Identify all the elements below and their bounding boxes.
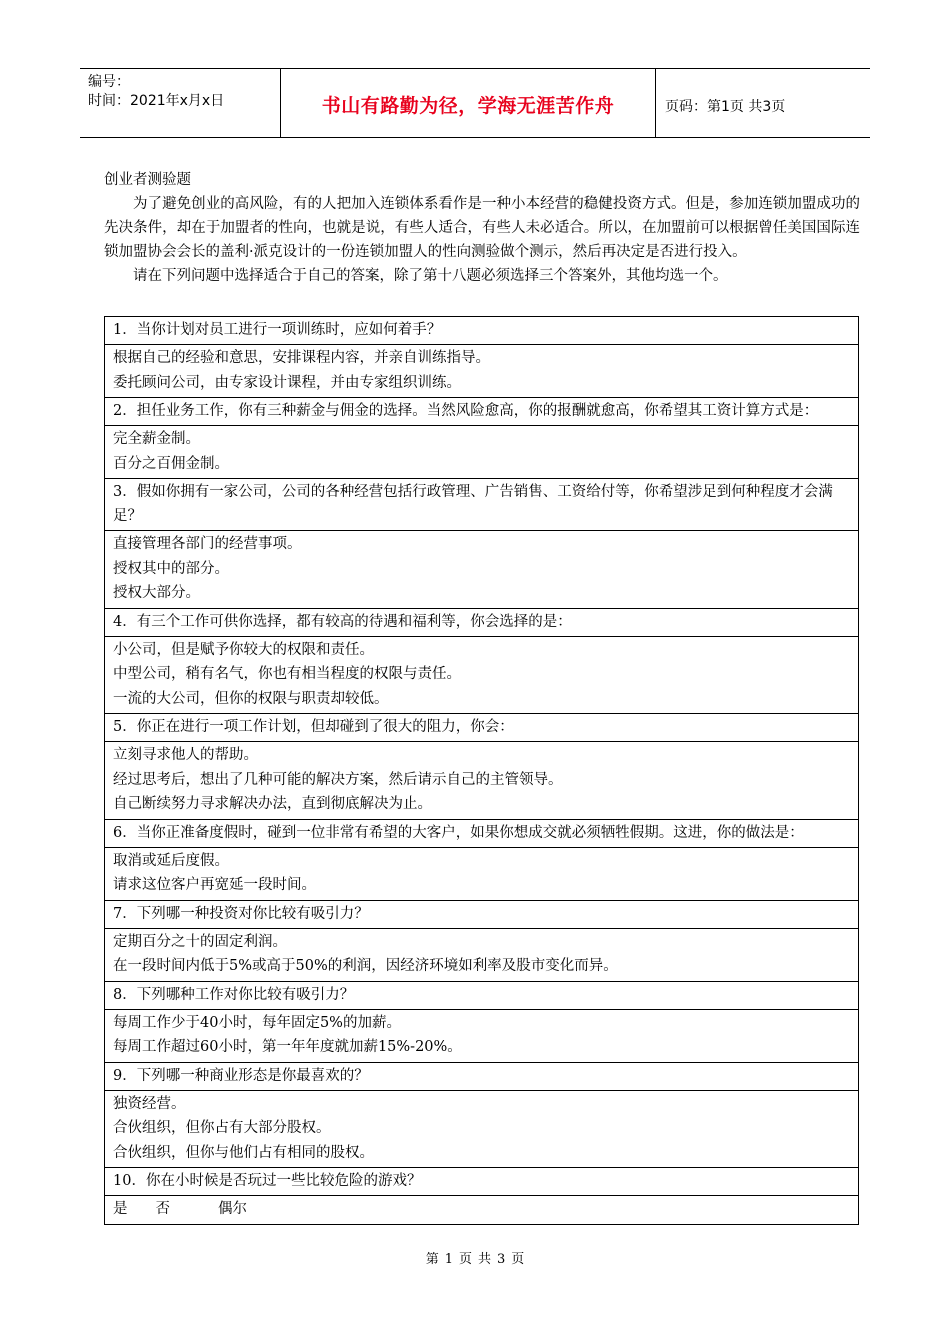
- question-text: 5．你正在进行一项工作计划，但却碰到了很大的阻力，你会：: [113, 719, 514, 735]
- answer-option[interactable]: 授权大部分。: [113, 585, 200, 601]
- answer-option[interactable]: 在一段时间内低于5%或高于50%的利润，因经济环境如利率及股市变化而异。: [113, 958, 618, 974]
- question-text: 6．当你正准备度假时，碰到一位非常有希望的大客户，如果你想成交就必须牺牲假期。这进，你的做法是：: [113, 824, 804, 841]
- answer-option[interactable]: 偶尔: [218, 1201, 247, 1217]
- options-row: [105, 847, 859, 900]
- header-page-label: 页码：第1页 共3页: [665, 99, 786, 115]
- options-row: [105, 531, 859, 609]
- answer-option[interactable]: 每周工作少于40小时，每年固定5%的加薪。: [113, 1014, 401, 1031]
- page-footer: [0, 1248, 950, 1267]
- question-text: 8．下列哪种工作对你比较有吸引力？: [113, 986, 355, 1003]
- document-intro: [104, 168, 860, 288]
- question-row: [105, 819, 859, 847]
- answer-option[interactable]: 每周工作超过60小时，第一年年度就加薪15%-20%。: [113, 1039, 462, 1055]
- answer-option[interactable]: 独资经营。: [113, 1095, 186, 1112]
- options-row: [105, 742, 859, 820]
- options-row: [105, 1090, 859, 1168]
- header-meta: [88, 73, 224, 111]
- question-text: 3．假如你拥有一家公司，公司的各种经营包括行政管理、广告销售、工资给付等，你希望涉足到何种程度才会满足？: [113, 484, 833, 524]
- question-text: 7．下列哪一种投资对你比较有吸引力？: [113, 905, 369, 922]
- question-row: [105, 398, 859, 426]
- question-row: [105, 479, 859, 531]
- answer-option[interactable]: 根据自己的经验和意思，安排课程内容，并亲自训练指导。: [113, 350, 490, 366]
- answer-option[interactable]: 小公司，但是赋予你较大的权限和责任。: [113, 641, 374, 658]
- intro-paragraph: 为了避免创业的高风险，有的人把加入连锁体系看作是一种小本经营的稳健投资方式。但是，参加连锁加盟成功的先决条件，却在于加盟者的性向，也就是说，有些人适合，有些人未必适合。所以，在加盟前可以根据曾任美国国际连锁加盟协会会长的盖利·派克设计的一份连锁加盟人的性向测验做个测示，然后再决定是否进行投入。: [104, 196, 860, 260]
- options-row: [105, 426, 859, 479]
- footer-text: 页: [458, 1252, 472, 1267]
- answer-option[interactable]: 授权其中的部分。: [113, 560, 229, 577]
- question-row: [105, 900, 859, 928]
- answer-option[interactable]: 是: [113, 1201, 128, 1217]
- answer-option[interactable]: 自己断续努力寻求解决办法，直到彻底解决为止。: [113, 796, 432, 812]
- options-row: [105, 1009, 859, 1062]
- instruction-paragraph: 请在下列问题中选择适合于自己的答案，除了第十八题必须选择三个答案外，其他均选一个。: [133, 268, 728, 284]
- answer-option[interactable]: 一流的大公司，但你的权限与职责却较低。: [113, 690, 389, 707]
- question-row: [105, 1062, 859, 1090]
- question-row: [105, 317, 859, 345]
- header-divider: [655, 69, 656, 137]
- question-row: [105, 1168, 859, 1196]
- answer-option[interactable]: 合伙组织，但你占有大部分股权。: [113, 1120, 331, 1136]
- question-text: 10．你在小时候是否玩过一些比较危险的游戏？: [113, 1173, 422, 1189]
- footer-page-number: 1: [444, 1252, 453, 1267]
- options-row: [105, 636, 859, 714]
- answer-option[interactable]: 取消或延后度假。: [113, 852, 229, 869]
- answer-option[interactable]: 委托顾问公司，由专家设计课程，并由专家组织训练。: [113, 374, 461, 391]
- answer-option[interactable]: 请求这位客户再宽延一段时间。: [113, 877, 316, 893]
- answer-option[interactable]: 中型公司，稍有名气，你也有相当程度的权限与责任。: [113, 666, 461, 682]
- options-row: [105, 345, 859, 398]
- options-row: [105, 928, 859, 981]
- footer-page-total: 3: [497, 1252, 506, 1267]
- question-row: [105, 714, 859, 742]
- answer-option[interactable]: 定期百分之十的固定利润。: [113, 933, 287, 950]
- options-row: [105, 1196, 859, 1225]
- answer-option[interactable]: 合伙组织，但你与他们占有相同的股权。: [113, 1144, 374, 1161]
- footer-text: 页: [511, 1252, 525, 1267]
- time-label: 时间：2021年x月x日: [88, 93, 225, 109]
- serial-label: 编号：: [88, 74, 130, 90]
- question-text: 1．当你计划对员工进行一项训练时，应如何着手？: [113, 322, 442, 338]
- question-row: [105, 981, 859, 1009]
- footer-text: 共: [478, 1252, 492, 1267]
- question-text: 2．担任业务工作，你有三种薪金与佣金的选择。当然风险愈高，你的报酬就愈高，你希望其工资计算方式是：: [113, 403, 819, 419]
- footer-text: 第: [425, 1252, 439, 1267]
- document-title: 创业者测验题: [104, 172, 191, 188]
- answer-option[interactable]: 立刻寻求他人的帮助。: [113, 747, 258, 763]
- answer-option[interactable]: 否: [155, 1201, 170, 1217]
- page-header: [80, 68, 870, 138]
- answer-option[interactable]: 完全薪金制。: [113, 431, 200, 447]
- question-text: 9．下列哪一种商业形态是你最喜欢的？: [113, 1067, 369, 1084]
- question-table: [104, 316, 859, 1225]
- question-row: [105, 608, 859, 636]
- question-text: 4．有三个工作可供你选择，都有较高的待遇和福利等，你会选择的是：: [113, 613, 572, 630]
- answer-option[interactable]: 直接管理各部门的经营事项。: [113, 536, 302, 552]
- answer-option[interactable]: 百分之百佣金制。: [113, 455, 229, 472]
- header-motto: 书山有路勤为径，学海无涯苦作舟: [321, 95, 615, 117]
- answer-option[interactable]: 经过思考后，想出了几种可能的解决方案，然后请示自己的主管领导。: [113, 771, 563, 788]
